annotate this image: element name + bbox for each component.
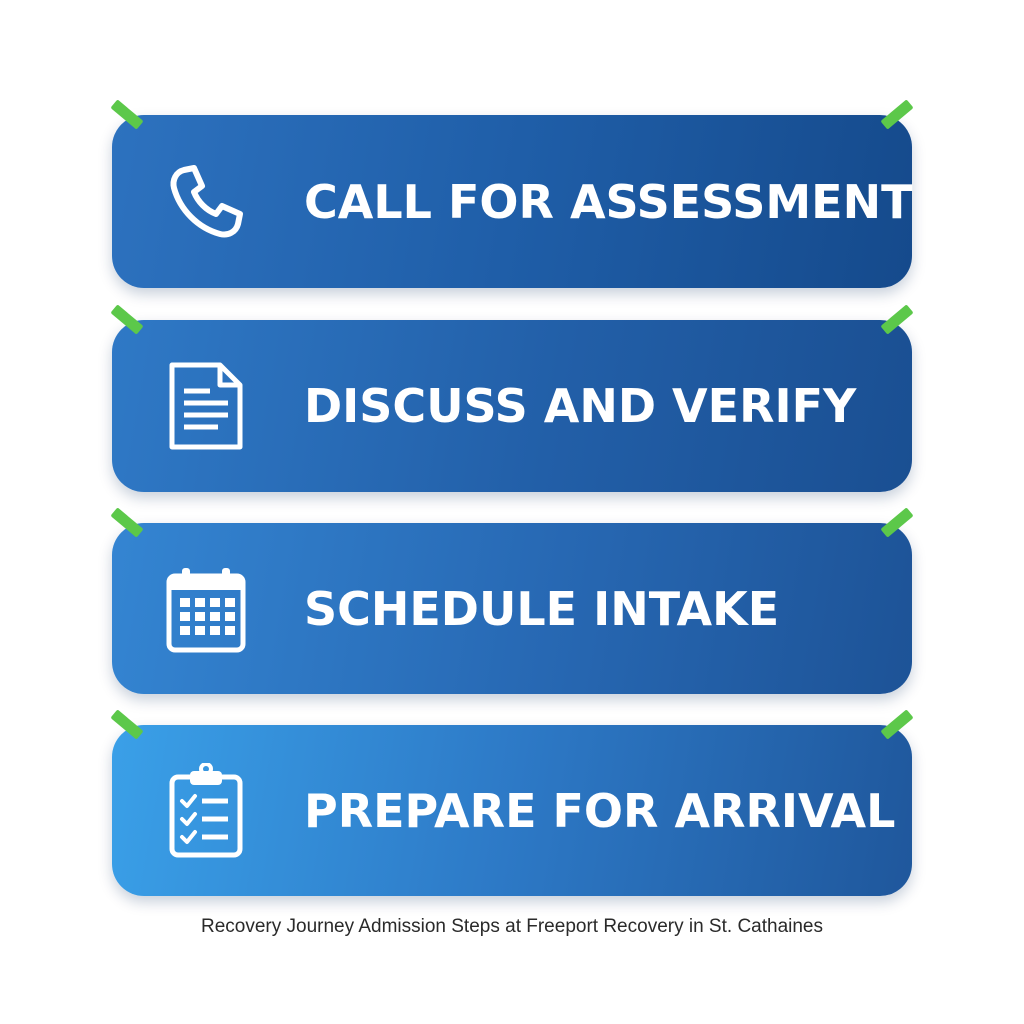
step-card-schedule-intake bbox=[112, 523, 912, 694]
tape-right bbox=[880, 99, 913, 129]
calendar-icon bbox=[164, 561, 248, 657]
tape-left bbox=[110, 507, 143, 537]
clipboard-checklist-icon bbox=[164, 763, 248, 859]
phone-icon bbox=[164, 154, 248, 250]
step-card-prepare-for-arrival bbox=[112, 725, 912, 896]
tape-left bbox=[110, 304, 143, 334]
document-icon bbox=[164, 358, 248, 454]
tape-left bbox=[110, 709, 143, 739]
step-label: PREPARE FOR ARRIVAL bbox=[304, 783, 896, 838]
step-card-discuss-and-verify bbox=[112, 320, 912, 492]
step-label: SCHEDULE INTAKE bbox=[304, 581, 780, 636]
tape-right bbox=[880, 304, 913, 334]
step-label: CALL FOR ASSESSMENT bbox=[304, 174, 913, 229]
step-label: DISCUSS AND VERIFY bbox=[304, 379, 857, 433]
tape-right bbox=[880, 709, 913, 739]
tape-left bbox=[110, 99, 143, 129]
tape-right bbox=[880, 507, 913, 537]
step-card-call-for-assessment bbox=[112, 115, 912, 288]
caption: Recovery Journey Admission Steps at Freeport Recovery in St. Cathaines bbox=[200, 916, 823, 937]
